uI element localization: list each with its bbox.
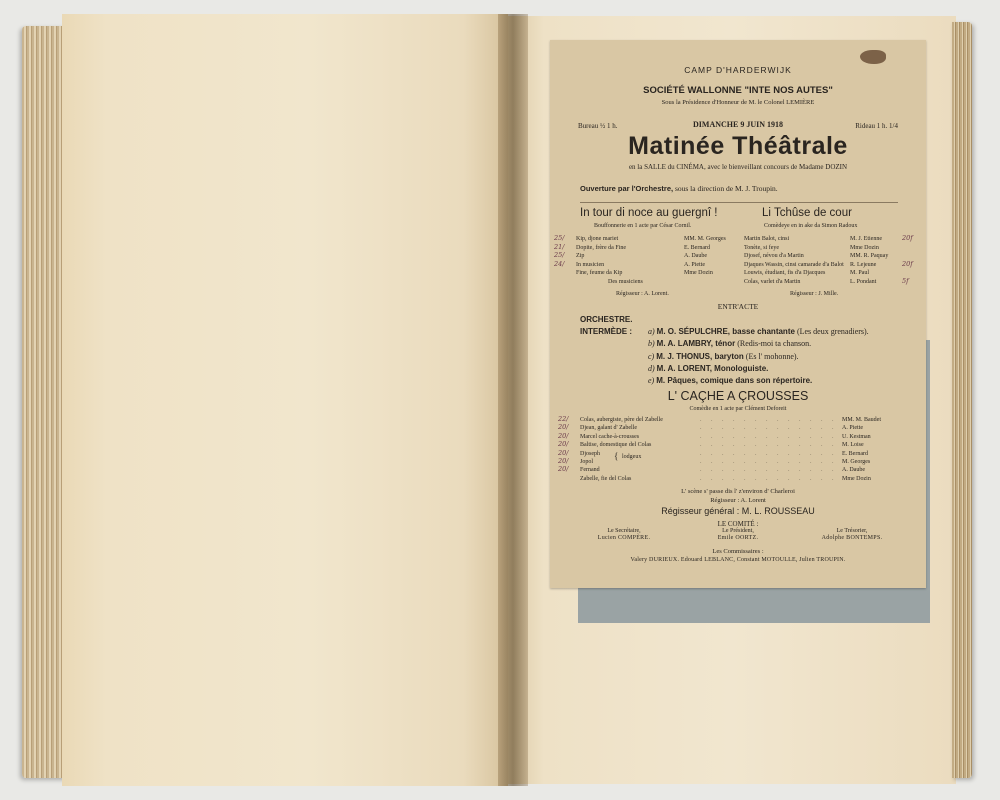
overture-line	[580, 185, 778, 194]
cast-role: Djosef, névou d'a Martin	[744, 253, 804, 260]
intermede-item	[648, 352, 799, 361]
cast-actor: L. Pondant	[850, 279, 877, 285]
intermede-item	[648, 339, 811, 348]
cast-actor: Mme Dozin	[684, 270, 713, 277]
performer: M. O. SÉPULCHRE, basse chantante	[656, 327, 795, 336]
performer: M. A. LAMBRY, ténor	[656, 339, 736, 349]
play2-title: Li Tchûse de cour	[762, 207, 852, 219]
handwritten-note: 5f	[902, 277, 909, 285]
cast-role: Marcel cache-à-crousses	[580, 433, 640, 440]
cast-actor: A. Piette	[684, 261, 705, 268]
left-page	[62, 14, 508, 786]
cast-role: Dopite, frère da Fine	[576, 244, 626, 251]
committee-role: Le Président,	[722, 528, 754, 534]
cast-role: Jopol	[580, 459, 594, 465]
orchestra-label: ORCHESTRE.	[580, 315, 633, 324]
cast-dots: . . . . . . . . . . . . .	[700, 417, 838, 423]
cast-dots: . . . . . . . . . . . . .	[700, 442, 838, 449]
play3-subtitle: Comèdie en 1 acte par Clément Deforeit	[689, 406, 787, 412]
entracte-label: ENTR'ACTE	[717, 302, 759, 311]
cast-role: Zabelle, fie del Colas	[580, 475, 632, 482]
handwritten-note: 21/	[554, 242, 565, 251]
cast-role: Baltise, domestique del Colas	[580, 442, 652, 449]
play1-subtitle: Bouffonnerie en 1 acte par César Cornil.	[594, 223, 692, 229]
cast-role: Fine, feume da Kip	[576, 270, 623, 277]
cast-actor: M. Loise	[842, 442, 864, 449]
performance-detail: (Les deux grenadiers).	[794, 327, 869, 336]
handwritten-note: 20f	[902, 259, 913, 268]
cast-role: Louwis, étudiant, fis d'a Djacques	[744, 270, 826, 277]
venue-line: en la SALLE du CINÉMA, avec le bienveillant concours de Madame DOZIN	[628, 163, 848, 171]
stain-mark	[860, 50, 886, 64]
performer: M. Pâques, comique dans son répertoire.	[656, 376, 813, 386]
cast-role: Des musiciens	[608, 279, 643, 285]
cast-role: Zip	[576, 253, 585, 260]
cast-actor: Mme Dozin	[850, 244, 879, 251]
item-letter: e)	[648, 376, 657, 386]
overture-rest: sous la direction de M. J. Troupin.	[673, 184, 778, 193]
event-date: DIMANCHE 9 JUIN 1918	[693, 120, 783, 129]
cast-role: Kip, djone mariet	[576, 236, 619, 242]
committee-role: Le Secrétaire,	[607, 528, 641, 534]
commissioners-names: Valery DURIEUX. Edouard LEBLANC, Constant MOTOULLE, Julien TROUPIN.	[630, 557, 846, 563]
committee-member	[792, 528, 912, 542]
cast-dots: . . . . . . . . . . . . .	[700, 459, 838, 465]
bureau-time: Bureau ½ 1 h.	[578, 122, 618, 130]
commissioners-title: Les Commissaires :	[712, 548, 764, 555]
cast-actor: M. Paul	[850, 270, 870, 277]
brace-mark: {	[614, 451, 619, 461]
committee-role: Le Trésorier,	[836, 528, 868, 534]
handwritten-note: 25/	[554, 234, 565, 242]
cast-dots: . . . . . . . . . . . . .	[700, 433, 838, 440]
cast-actor: M. Georges	[842, 459, 871, 465]
committee-name: Emile OORTZ.	[717, 534, 759, 541]
cast-role: Djean, galant d' Zabelle	[580, 425, 638, 432]
performer: M. J. THONUS, baryton	[656, 351, 744, 361]
book-gutter	[498, 14, 528, 786]
handwritten-note: 20/	[558, 465, 569, 474]
intermede-item	[648, 327, 869, 336]
play3-title: L' CAÇHE A ÇROUSSES	[667, 389, 809, 403]
camp-heading: CAMP D'HARDERWIJK	[684, 65, 792, 75]
cast-actor: E. Bernard	[842, 450, 868, 457]
rideau-time: Rideau 1 h. 1/4	[855, 122, 898, 130]
committee-name: Lucien COMPÈRE.	[597, 534, 651, 541]
item-letter: a)	[648, 327, 657, 336]
cast-role: Colas, varlet d'a Martin	[744, 279, 801, 285]
handwritten-note: 20f	[902, 234, 913, 242]
play1-title: In tour di noce au guergnî !	[580, 207, 718, 219]
cast-actor: A. Piette	[842, 425, 863, 432]
cast-actor: E. Bernard	[684, 244, 710, 251]
overture-bold: Ouverture par l'Orchestre,	[580, 184, 674, 193]
play2-regisseur: Régisseur : J. Mille.	[790, 291, 839, 297]
cast-actor: MM. M. Georges	[684, 236, 726, 242]
divider-line	[580, 202, 898, 203]
cast-actor: MM. R. Paquay	[850, 253, 889, 260]
cast-dots: . . . . . . . . . . . . .	[700, 475, 838, 482]
committee-title: LE COMITÉ :	[717, 520, 759, 528]
handwritten-note: 24/	[554, 259, 565, 268]
cast-actor: U. Kestman	[842, 433, 871, 440]
scene-note: L' scène s' passe dis l' z'environ d' Charleroi	[681, 488, 795, 495]
intermede-label: INTERMÈDE :	[580, 327, 632, 336]
handwritten-note: 22/	[558, 415, 569, 423]
cast-role: Tonète, si feye	[744, 244, 780, 251]
performance-detail: (Es l' mohonne).	[743, 351, 799, 361]
handwritten-note: 25/	[554, 251, 565, 260]
play2-subtitle: Comèdeye en in ake da Simon Radoux	[764, 223, 858, 229]
item-letter: d)	[648, 363, 657, 373]
committee-name: Adolphe BONTEMPS.	[821, 534, 883, 541]
handwritten-note: 20/	[558, 423, 569, 432]
cast-actor: A. Daube	[842, 467, 865, 474]
logeurs-label: lodgeux	[622, 454, 642, 460]
cast-role: Djaques Wassin, cinsi camarade d'a Balot	[744, 261, 844, 268]
play1-regisseur: Régisseur : A. Lorent.	[616, 291, 669, 297]
cast-role: Fernand	[580, 467, 600, 474]
committee-member	[678, 528, 798, 542]
main-title: Matinée Théâtrale	[628, 132, 848, 160]
item-letter: c)	[648, 351, 657, 361]
society-name: SOCIÉTÉ WALLONNE "INTE NOS AUTES"	[643, 85, 833, 96]
intermede-item	[648, 364, 768, 373]
cast-role: Colas, aubergiste, père del Zabelle	[580, 417, 663, 423]
cast-role: Martin Balot, cinsi	[744, 236, 790, 242]
item-letter: b)	[648, 339, 657, 349]
cast-actor: MM. M. Baudet	[842, 417, 881, 423]
presidency-line: Sous la Présidence d'Honneur de M. le Colonel LEMIÈRE	[661, 99, 815, 106]
cast-actor: A. Daube	[684, 253, 707, 260]
handwritten-note: 20/	[558, 448, 569, 457]
handwritten-note: 20/	[558, 431, 569, 440]
cast-role: Djoseph	[580, 450, 600, 457]
handwritten-note: 20/	[558, 440, 569, 449]
performer: M. A. LORENT, Monologuiste.	[656, 363, 769, 373]
performance-detail: (Redis-moi ta chanson.	[735, 339, 812, 349]
theatre-program	[550, 40, 926, 588]
right-page-edges	[952, 22, 972, 778]
cast-actor: R. Lejeune	[850, 261, 877, 268]
handwritten-note: 20/	[558, 457, 569, 465]
cast-actor: Mme Dozin	[842, 475, 871, 482]
general-regisseur: Régisseur général : M. L. ROUSSEAU	[661, 506, 815, 516]
committee-member	[564, 528, 684, 542]
play3-regisseur: Régisseur : A. Lorent	[710, 497, 766, 504]
cast-role: In musicien	[576, 261, 605, 268]
cast-dots: . . . . . . . . . . . . .	[700, 425, 838, 432]
intermede-item	[648, 376, 812, 385]
cast-dots: . . . . . . . . . . . . .	[700, 467, 838, 474]
cast-dots: . . . . . . . . . . . . .	[700, 450, 838, 457]
cast-actor: M. J. Etienne	[850, 236, 882, 242]
